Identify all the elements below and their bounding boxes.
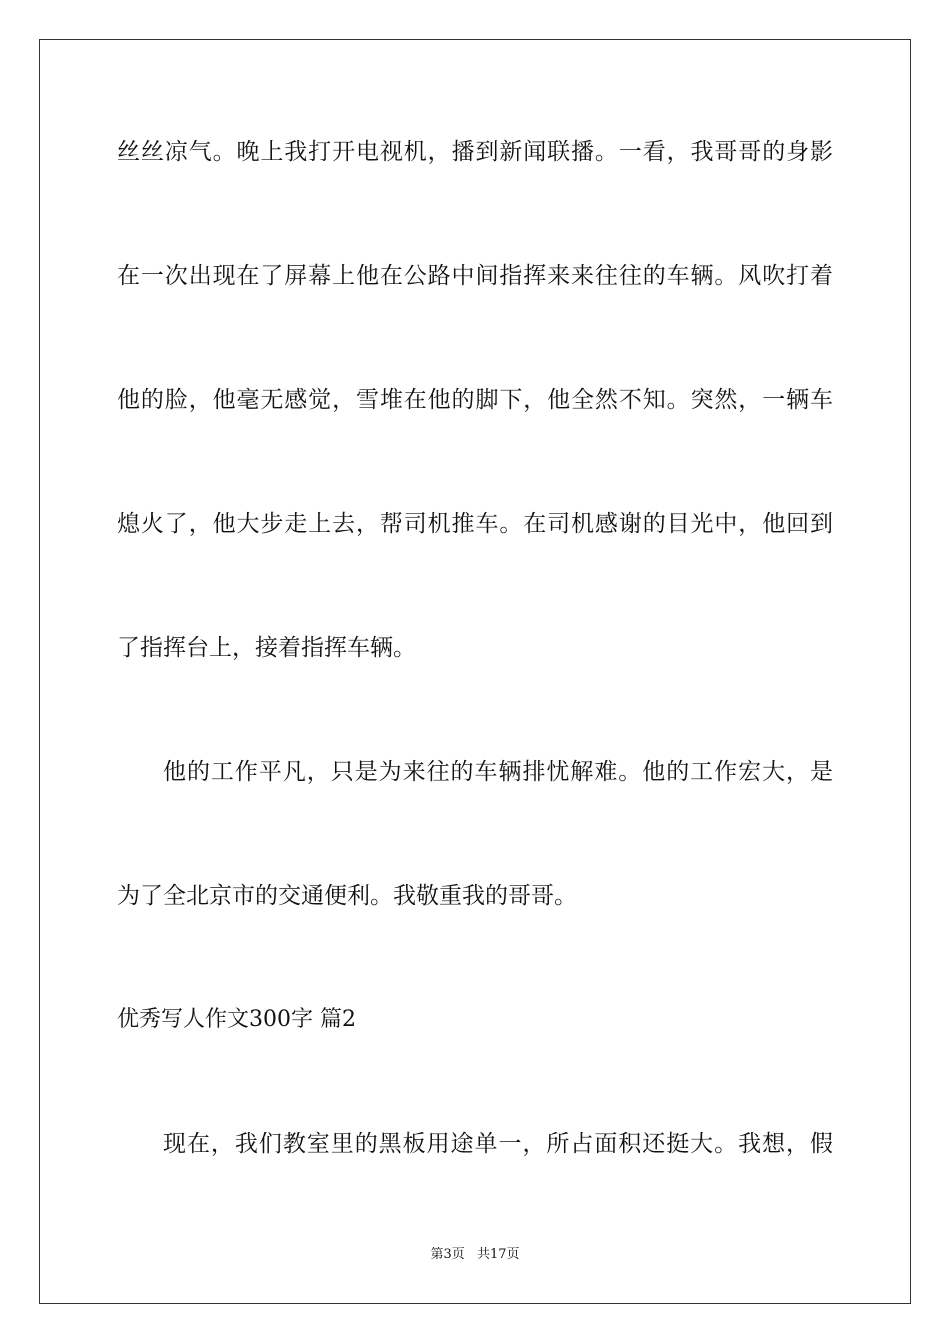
page-footer	[0, 1246, 950, 1264]
page-number: 第3页	[430, 1247, 465, 1262]
text-line: 他的脸，他毫无感觉，雪堆在他的脚下，他全然不知。突然，一辆车	[117, 387, 833, 413]
section-heading: 优秀写人作文300字 篇2	[117, 1007, 356, 1032]
page-frame	[39, 39, 911, 1304]
text-line: 了指挥台上，接着指挥车辆。	[117, 635, 416, 661]
text-line: 他的工作平凡，只是为来往的车辆排忧解难。他的工作宏大，是	[163, 759, 833, 785]
page-total: 共17页	[476, 1247, 520, 1262]
text-line: 熄火了，他大步走上去，帮司机推车。在司机感谢的目光中，他回到	[117, 511, 833, 537]
text-line: 在一次出现在了屏幕上他在公路中间指挥来来往往的车辆。风吹打着	[117, 263, 833, 289]
text-line: 现在，我们教室里的黑板用途单一，所占面积还挺大。我想，假	[163, 1131, 833, 1157]
text-line: 为了全北京市的交通便利。我敬重我的哥哥。	[117, 883, 577, 909]
text-line: 丝丝凉气。晚上我打开电视机，播到新闻联播。一看，我哥哥的身影	[117, 139, 833, 165]
